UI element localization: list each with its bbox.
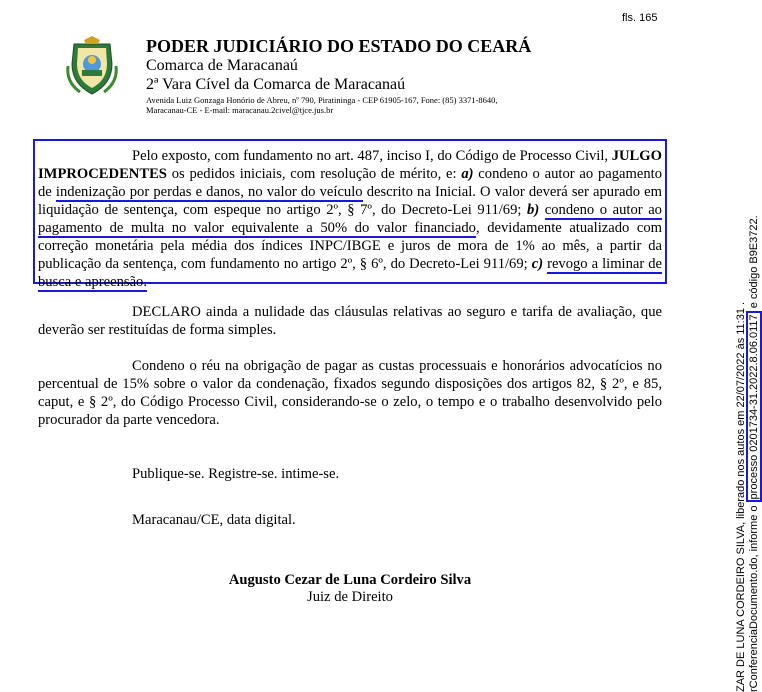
- underlined-revoke: revogo a liminar de busca e apreensão.: [38, 256, 663, 290]
- side-line-2-post: e código B9E3722.: [748, 215, 760, 312]
- side-line-2-pre: rConferenciaDocumento.do, informe o: [748, 502, 760, 692]
- item-c-label: c): [531, 256, 544, 272]
- underlined-indemnity: indenização por perdas e danos, no valor do veículo: [55, 184, 363, 200]
- paragraph-costs: Condeno o réu na obrigação de pagar as custas processuais e honorários advocatícios no percentual de 15% sobre o valor da condenação, fixados segundo disposições dos artigos 82, § 2º, e 85, caput, e § 2º, do Código Processo Civil, considerando-se o zelo, o tempo e o trabalho desenvolvido pelo procurador da parte vencedora.: [38, 358, 662, 428]
- paragraph-dispositive: [38, 147, 662, 291]
- paragraph-publish: Publique-se. Registre-se. intime-se.: [132, 466, 340, 482]
- signature-title: Juiz de Direito: [307, 589, 393, 605]
- paragraph-date: Maracanau/CE, data digital.: [132, 512, 296, 528]
- court-header: [146, 36, 531, 115]
- side-line-2: [748, 215, 761, 692]
- text-run: Pelo exposto, com fundamento no art. 487, inciso I, do Código de Processo Civil,: [132, 148, 612, 164]
- court-address: [146, 95, 531, 115]
- process-number-box: processo 0201734-31.2022.8.06.0117: [746, 311, 762, 502]
- paragraph-nullity: DECLARO ainda a nulidade das cláusulas relativas ao seguro e tarifa de avaliação, que deverão ser restituídas de forma simples.: [38, 304, 662, 338]
- item-a-label: a): [461, 166, 474, 182]
- item-b-label: b): [527, 202, 540, 218]
- judge-name: Augusto Cezar de Luna Cordeiro Silva: [228, 572, 472, 588]
- side-authentication-note: [735, 215, 761, 692]
- text-run: condeno o autor ao pagamento de: [38, 166, 662, 200]
- side-line-1: ZAR DE LUNA CORDEIRO SILVA, liberado nos autos em 22/07/2022 às 11:31 .: [735, 301, 747, 692]
- page-number: fls. 165: [622, 12, 658, 24]
- judgment-bold: JULGO IMPROCEDENTES: [38, 148, 662, 182]
- ceara-coat-of-arms-icon: [62, 36, 122, 98]
- vara-name: 2ª Vara Cível da Comarca de Maracanaú: [146, 76, 406, 93]
- address-line-1: Avenida Luiz Gonzaga Honório de Abreu, nº 790, Piratininga - CEP 61905-167, Fone: (85) 3371-8640,: [146, 95, 498, 105]
- comarca-name: Comarca de Maracanaú: [146, 57, 298, 74]
- address-line-2: Maracanau-CE - E-mail: maracanau.2civel@tjce.jus.br: [146, 105, 334, 115]
- text-run: os pedidos iniciais, com resolução de mérito, e:: [166, 166, 462, 182]
- underlined-fine: condeno o autor ao pagamento de multa no valor equivalente a 50% do valor financiado: [38, 202, 662, 236]
- text-run: descrito na Inicial. O valor deverá ser apurado em liquidação de sentença, com espeque no artigo 2º, § 7º, do Decreto-Lei 911/69;: [38, 184, 662, 218]
- text-run: , devidamente atualizado com correção monetária pela média dos índices INPC/IBGE e juros de mora de 1% ao mês, a partir da publicação da sentença, com fundamento no artigo 2º, § 6º, do Decreto-Lei 911/69;: [38, 220, 662, 272]
- signature-name: [38, 571, 662, 589]
- court-name: PODER JUDICIÁRIO DO ESTADO DO CEARÁ: [146, 36, 532, 56]
